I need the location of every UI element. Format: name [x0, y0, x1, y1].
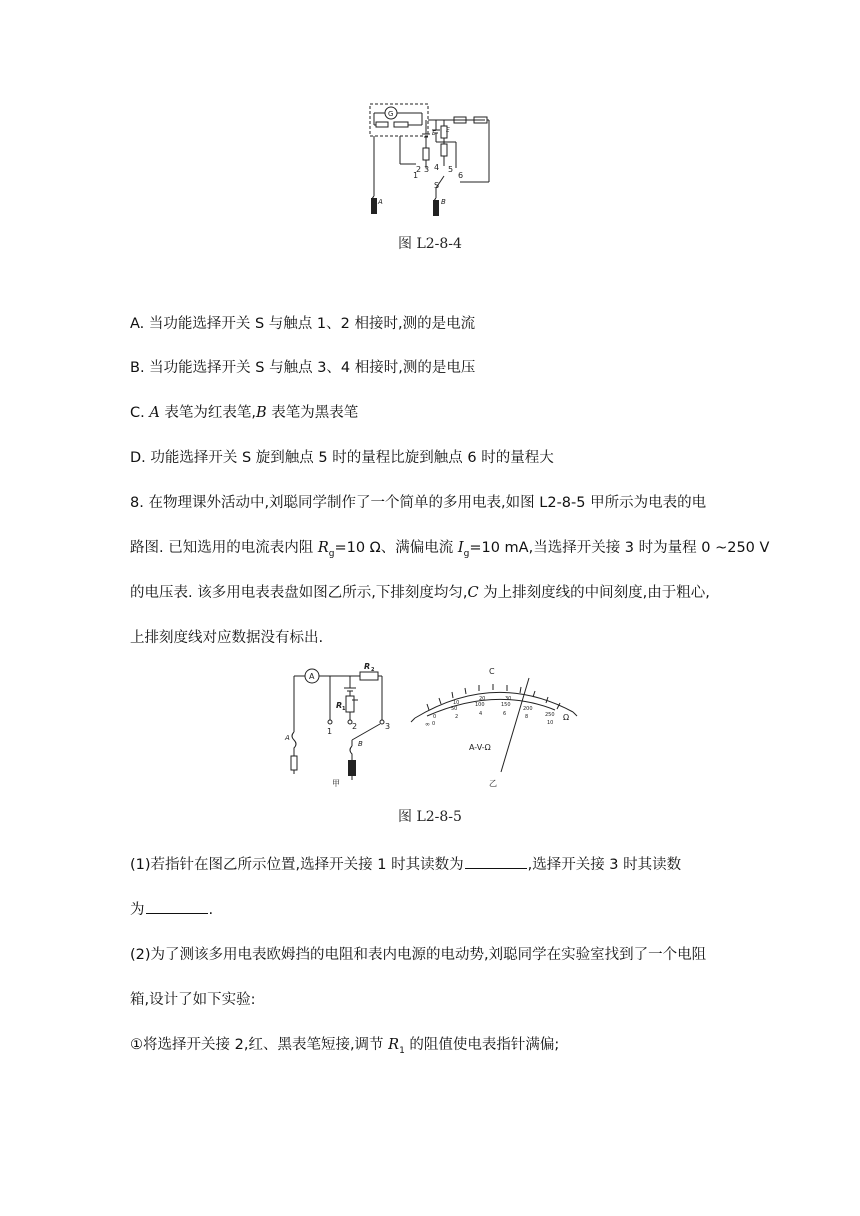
contact-5-label: 5: [448, 165, 454, 174]
contact-3-label: 3: [424, 165, 430, 174]
dial-mid-150: 150: [501, 702, 511, 708]
contact-6-label: 6: [458, 171, 464, 180]
circuit-diagram-jia: [280, 660, 400, 790]
r1-sub-label: 1: [342, 706, 346, 712]
dial-mid-50: 50: [451, 706, 458, 712]
dial-b-20: 20: [479, 696, 486, 702]
dial-low-6: 6: [503, 711, 507, 717]
option-a: A. 当功能选择开关 S 与触点 1、2 相接时,测的是电流: [130, 316, 476, 332]
jia-contact-2: 2: [352, 722, 358, 731]
sub1-line-1: (1)若指针在图乙所示位置,选择开关接 1 时其读数为 ,选择开关接 3 时其读数: [130, 857, 682, 873]
dial-mid-100: 100: [475, 702, 485, 708]
sub2-line-2: 箱,设计了如下实验:: [130, 992, 256, 1008]
q8-line-4: 上排刻度线对应数据没有标出.: [130, 630, 324, 646]
yi-label: 乙: [489, 779, 497, 788]
e1-label: E: [432, 130, 436, 137]
dial-low-4: 4: [479, 711, 483, 717]
dial-mid-250: 250: [545, 712, 555, 718]
option-d: D. 功能选择开关 S 旋到触点 5 时的量程比旋到触点 6 时的量程大: [130, 450, 554, 466]
dial-low-8: 8: [525, 714, 529, 720]
dial-low-10: 10: [547, 720, 554, 726]
probe-b-label: B: [441, 198, 446, 206]
circuit-diagram-l2-8-4: [360, 98, 500, 218]
jia-label: 甲: [332, 779, 340, 788]
contact-2-label: 2: [416, 165, 422, 174]
sub2-line-1: (2)为了测该多用电表欧姆挡的电阻和表内电源的电动势,刘聪同学在实验室找到了一个电阻: [130, 947, 707, 963]
meter-dial-yi: [405, 660, 585, 790]
r2-sub-label: 2: [371, 667, 375, 673]
q8-line-2: 路图. 已知选用的电流表内阻 $R_g=10$ Ω、满偏电流 $I_g=10$ mA,当选择开关接 3 时为量程 0 ~250 V: [130, 540, 770, 559]
dial-omega-label: Ω: [563, 713, 570, 722]
meter-g-label: G: [388, 110, 394, 118]
sub2-step-1: ①将选择开关接 2,红、黑表笔短接,调节 $R_1$ 的阻值使电表指针满偏;: [130, 1037, 560, 1056]
dial-b-30: 30: [505, 696, 512, 702]
figure-caption-l2-8-5: 图 L2-8-5: [398, 809, 462, 825]
r1-label: R: [336, 701, 343, 710]
jia-probe-a: A: [285, 734, 290, 742]
dial-low-0: 0: [432, 721, 436, 727]
dial-mid-200: 200: [523, 706, 533, 712]
dial-low-2: 2: [455, 714, 459, 720]
probe-a-label: A: [378, 198, 383, 206]
contact-1-label: 1: [413, 171, 419, 180]
option-b: B. 当功能选择开关 S 与触点 3、4 相接时,测的是电压: [130, 360, 476, 376]
q8-line-1: 8. 在物理课外活动中,刘聪同学制作了一个简单的多用电表,如图 L2-8-5 甲所示为电表的电: [130, 495, 707, 511]
dial-c-label: C: [489, 667, 495, 676]
ammeter-label: A: [309, 672, 315, 681]
option-c: C. A 表笔为红表笔,B 表笔为黑表笔: [130, 405, 359, 421]
jia-probe-b: B: [358, 740, 363, 748]
q8-line-3: 的电压表. 该多用电表表盘如图乙所示,下排刻度均匀,C 为上排刻度线的中间刻度,由于粗心,: [130, 585, 710, 601]
answer-blank-2[interactable]: [146, 901, 208, 914]
dial-infinity-label: ∞: [425, 721, 430, 728]
dial-b-10: 10: [453, 700, 460, 706]
r2-label: R: [364, 662, 371, 671]
figure-caption-l2-8-4: 图 L2-8-4: [398, 236, 462, 252]
dial-center-label: A-V-Ω: [469, 743, 491, 752]
switch-s-label: S: [434, 181, 440, 190]
dial-mid-0: 0: [433, 714, 437, 720]
answer-blank-1[interactable]: [465, 856, 527, 869]
jia-contact-3: 3: [385, 722, 391, 731]
contact-4-label: 4: [434, 163, 440, 172]
jia-contact-1: 1: [327, 727, 333, 736]
sub1-line-2: 为 .: [130, 902, 214, 918]
e2-label: E: [446, 127, 450, 134]
